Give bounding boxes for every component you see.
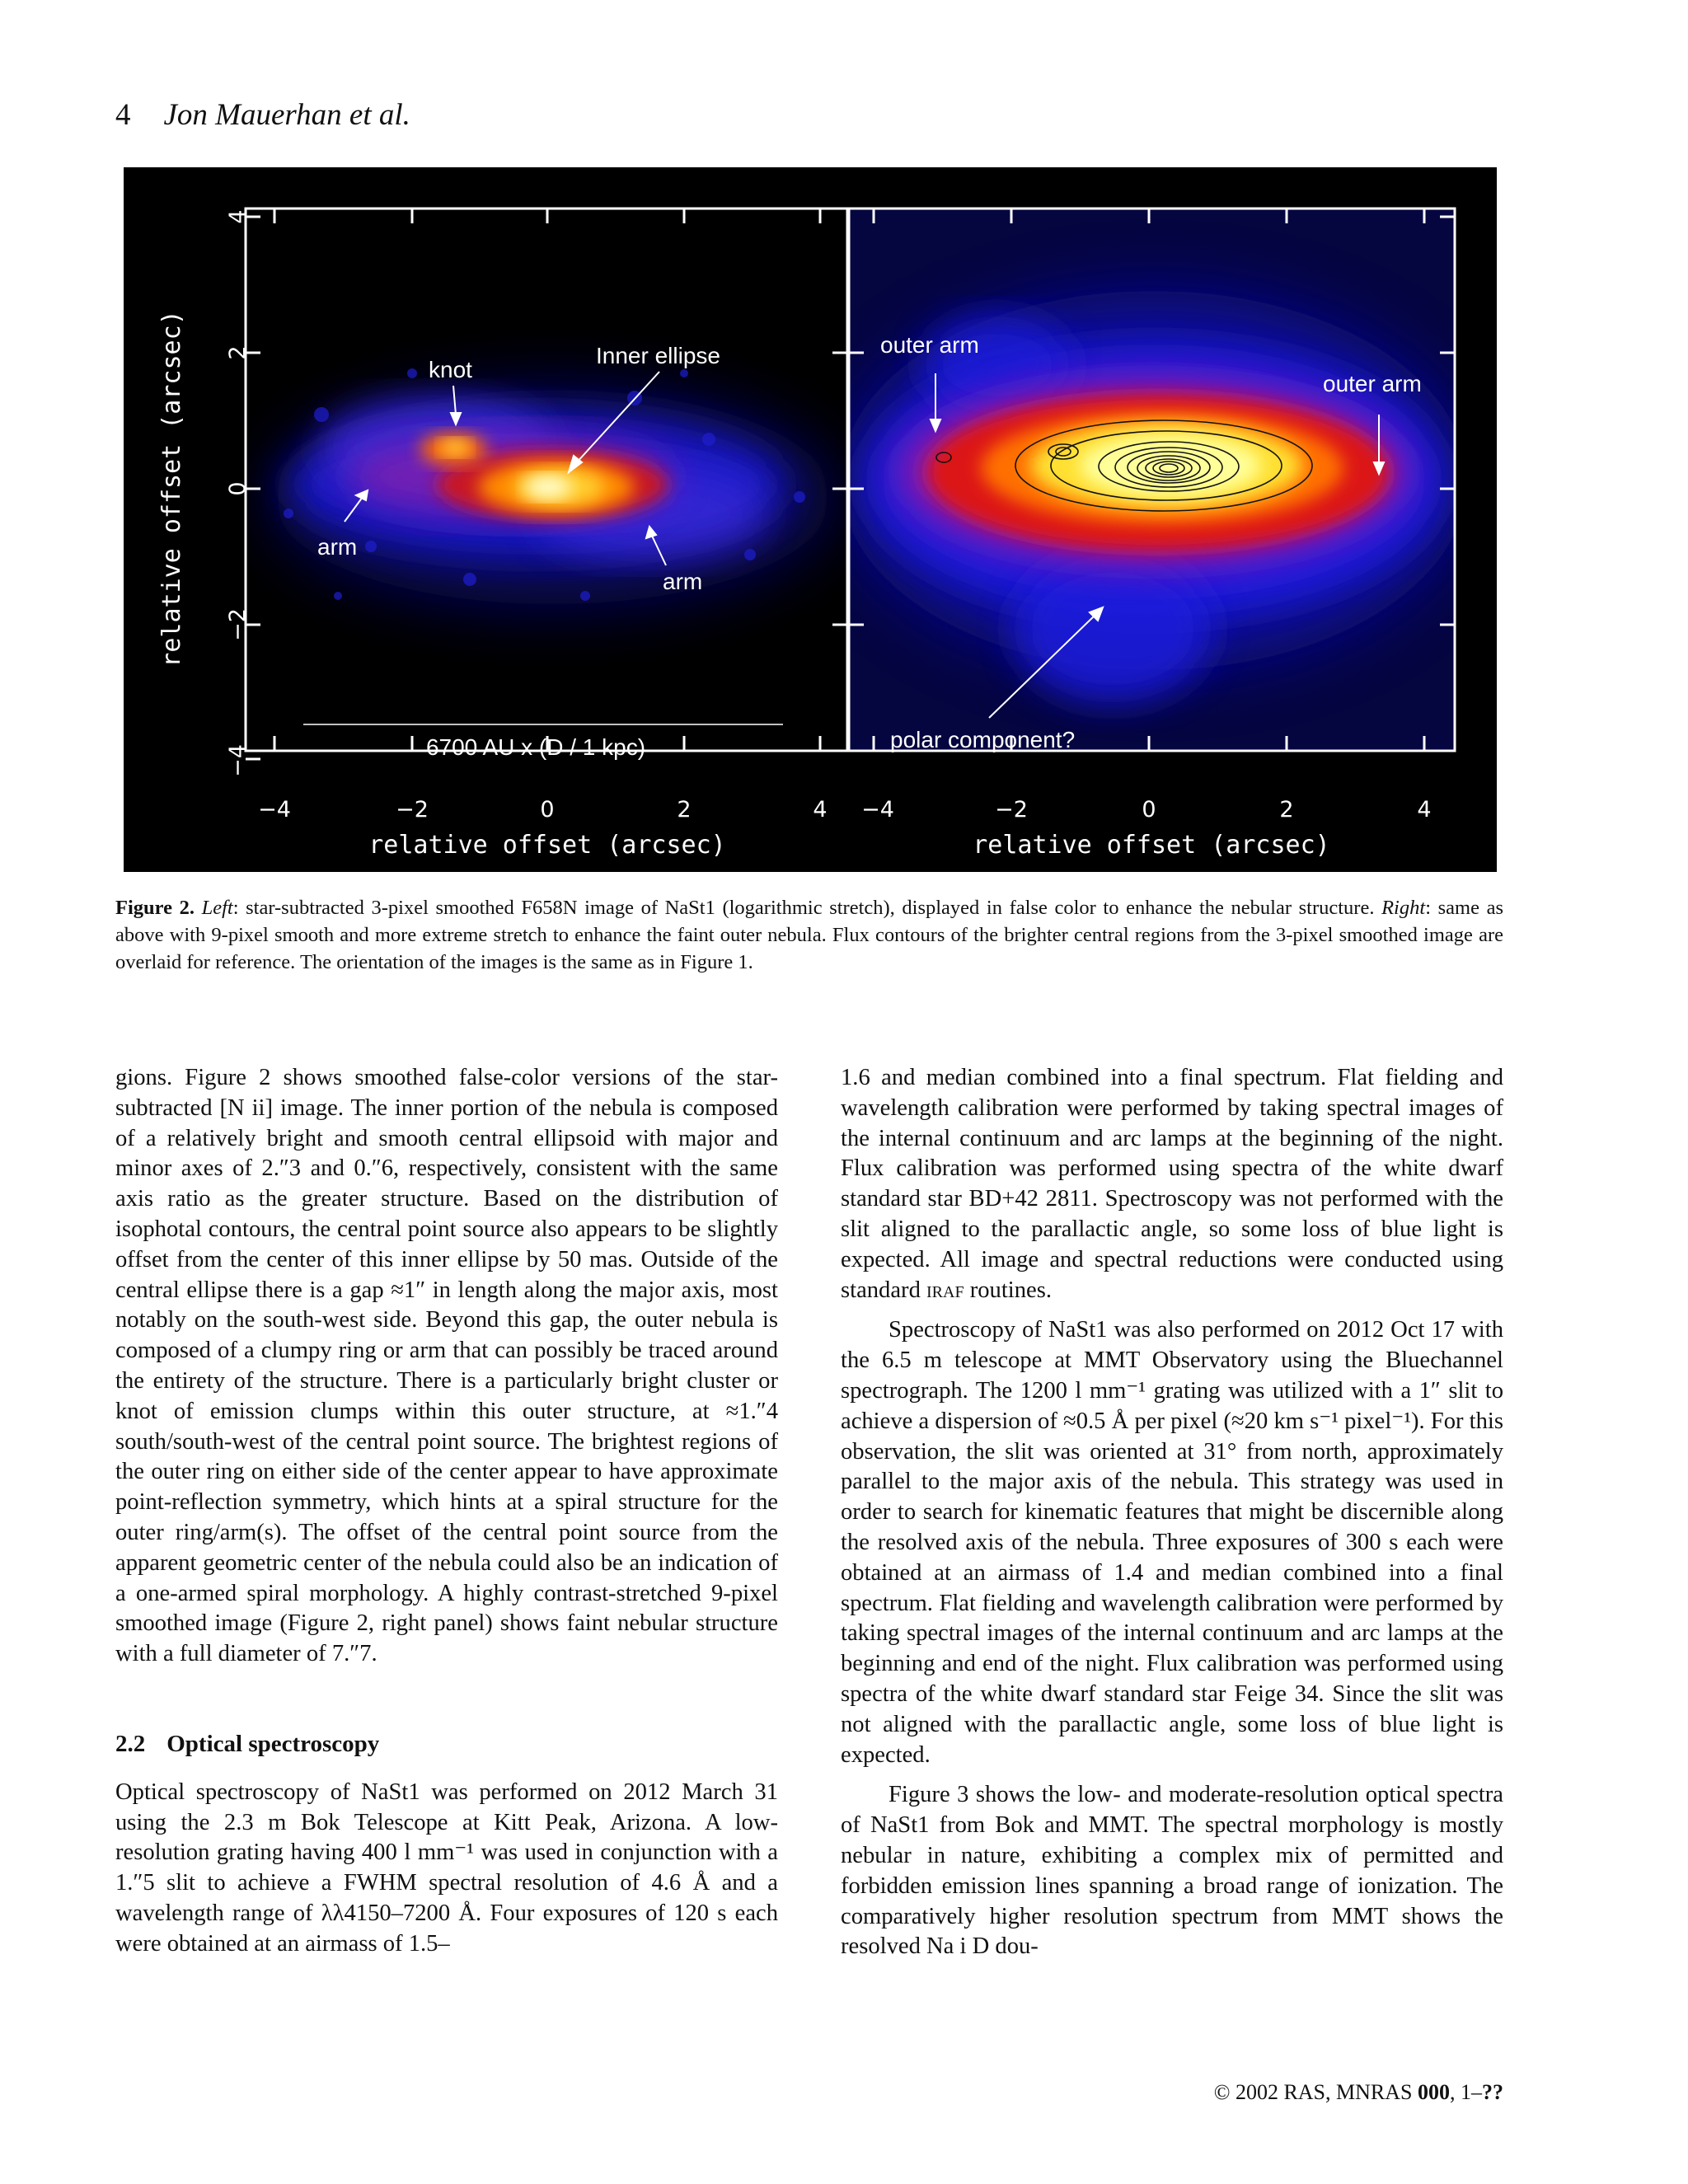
left-y-tick-1: 2 xyxy=(225,345,251,360)
right-panel-image xyxy=(841,209,1467,751)
figure-2-svg xyxy=(124,167,1497,872)
left-column xyxy=(115,1063,778,1960)
iraf-term: iraf xyxy=(926,1277,964,1303)
footer-volume: 000 xyxy=(1418,2080,1450,2104)
annot-polar: polar component? xyxy=(890,727,1076,752)
left-x-tick-3: 2 xyxy=(677,797,692,823)
annot-outer-arm-right: outer arm xyxy=(1323,371,1422,396)
left-paragraph-1: gions. Figure 2 shows smoothed false-color versions of the star-subtracted [N ii] image. The inner portion of the nebula is composed of a relatively bright and smooth central ellipsoid with major and minor axes of 2.″3 and 0.″6, respectively, consistent with the same axis ratio as the greater structure. Based on the distribution of isophotal contours, the central point source also appears to be slightly offset from the center of this inner ellipse by 50 mas. Outside of the central ellipse there is a gap ≈1″ in length along the major axis, most notably on the south-west side. Beyond this gap, the outer nebula is composed of a clumpy ring or arm that can possibly be traced around the entirety of the structure. There is a particularly bright cluster or knot of emission clumps within this outer structure, at ≈1.″4 south/south-west of the central point source. The brightest regions of the outer ring on either side of the center appear to have approximate point-reflection symmetry, which hints at a spiral structure for the outer ring/arm(s). The offset of the central point source from the apparent geometric center of the nebula could also be an indication of a one-armed spiral morphology. A highly contrast-stretched 9-pixel smoothed image (Figure 2, right panel) shows faint nebular structure with a full diameter of 7.″7. xyxy=(115,1065,778,1667)
right-x-tick-2: 0 xyxy=(1142,797,1156,823)
left-y-tick-0: 4 xyxy=(225,209,251,224)
left-x-tick-2: 0 xyxy=(540,797,555,823)
caption-right-word: Right xyxy=(1381,897,1426,919)
right-column xyxy=(841,1063,1503,1962)
copyright-footer xyxy=(1154,2080,1503,2105)
left-x-tick-0: −4 xyxy=(258,797,291,823)
right-p1-after: routines. xyxy=(964,1277,1053,1303)
caption-label: Figure 2. xyxy=(115,897,195,919)
right-x-axis-label: relative offset (arcsec) xyxy=(973,831,1330,860)
caption-left-word: Left xyxy=(201,897,233,919)
annot-knot: knot xyxy=(429,357,472,382)
annot-scale-bar: 6700 AU x (D / 1 kpc) xyxy=(425,734,646,760)
caption-text-1: : star-subtracted 3-pixel smoothed F658N image of NaSt1 (logarithmic stretch), displayed in false color to enhance the nebular structure. xyxy=(232,897,1382,919)
left-x-axis-label: relative offset (arcsec) xyxy=(368,831,726,860)
footer-pages-end: ?? xyxy=(1482,2080,1503,2104)
footer-copyright: © 2002 RAS, MNRAS xyxy=(1213,2080,1418,2104)
right-x-tick-4: 4 xyxy=(1417,797,1432,823)
right-x-tick-0: −4 xyxy=(861,797,894,823)
section-heading xyxy=(115,1729,778,1760)
section-title: Optical spectroscopy xyxy=(166,1730,380,1757)
right-x-tick-1: −2 xyxy=(995,797,1028,823)
figure-2 xyxy=(124,167,1497,872)
left-panel-image xyxy=(272,368,832,604)
right-paragraph-2: Spectroscopy of NaSt1 was also performed on 2012 Oct 17 with the 6.5 m telescope at MMT Observatory using the Bluechannel spectrograph. The 1200 l mm⁻¹ grating was utilized with a 1″ slit to achieve a dispersion of ≈0.5 Å per pixel (≈20 km s⁻¹ pixel⁻¹). For this observation, the slit was oriented at 31° from north, approximately parallel to the major axis of the nebula. This strategy was used in order to search for kinematic features that might be discernible along the resolved axis of the nebula. Three exposures of 300 s each were obtained at an airmass of 1.4 and median combined into a final spectrum. Flat fielding and wavelength calibration were performed by taking spectral images of the internal continuum and arc lamps at the beginning and end of the night. Flux calibration was performed using spectra of the white dwarf standard star Feige 34. Since the slit was not aligned with the parallactic angle, some loss of blue light is expected. xyxy=(841,1317,1503,1768)
right-paragraph-3: Figure 3 shows the low- and moderate-resolution optical spectra of NaSt1 from Bok and MMT. The spectral morphology is mostly nebular in nature, exhibiting a complex mix of permitted and forbidden emission lines spanning a broad range of ionization. The comparatively higher resolution spectrum from MMT shows the resolved Na i D dou- xyxy=(841,1782,1503,1960)
left-y-tick-2: 0 xyxy=(225,481,251,496)
left-y-tick-3: −2 xyxy=(225,608,251,641)
left-y-tick-4: −4 xyxy=(225,744,251,777)
annot-arm-left: arm xyxy=(317,534,358,560)
right-paragraph-1 xyxy=(841,1063,1503,1305)
right-x-tick-3: 2 xyxy=(1279,797,1294,823)
annot-inner-ellipse: Inner ellipse xyxy=(596,343,720,368)
caption-text-2: : same as above with 9-pixel smooth and more extreme stretch to enhance the faint outer nebula. Flux contours of the brighter central regions from the 3-pixel smoothed image are overlaid for reference. The orientation of the images is the same as in Figure 1. xyxy=(115,897,1503,973)
page-number: 4 xyxy=(115,98,131,132)
left-paragraph-2: Optical spectroscopy of NaSt1 was performed on 2012 March 31 using the 2.3 m Bok Telescope at Kitt Peak, Arizona. A low-resolution grating having 400 l mm⁻¹ was used in conjunction with a 1.″5 slit to achieve a FWHM spectral resolution of 4.6 Å and a wavelength range of λλ4150–7200 Å. Four exposures of 120 s each were obtained at an airmass of 1.5– xyxy=(115,1779,778,1957)
left-x-tick-4: 4 xyxy=(813,797,828,823)
section-number: 2.2 xyxy=(115,1730,146,1757)
author-line: Jon Mauerhan et al. xyxy=(163,98,410,132)
left-x-tick-1: −2 xyxy=(396,797,429,823)
running-head xyxy=(115,97,410,133)
left-y-axis-label: relative offset (arcsec) xyxy=(157,310,186,668)
footer-pages: , 1– xyxy=(1450,2080,1482,2104)
annot-arm-right: arm xyxy=(663,569,703,594)
figure-caption xyxy=(115,894,1503,976)
annot-outer-arm-left: outer arm xyxy=(880,332,979,358)
right-p1-before: 1.6 and median combined into a final spectrum. Flat fielding and wavelength calibration were performed by taking spectral images of the internal continuum and arc lamps at the beginning of the night. Flux calibration was performed using spectra of the white dwarf standard star BD+42 2811. Spectroscopy was not performed with the slit aligned to the parallactic angle, so some loss of blue light is expected. All image and spectral reductions were conducted using standard xyxy=(841,1065,1503,1303)
